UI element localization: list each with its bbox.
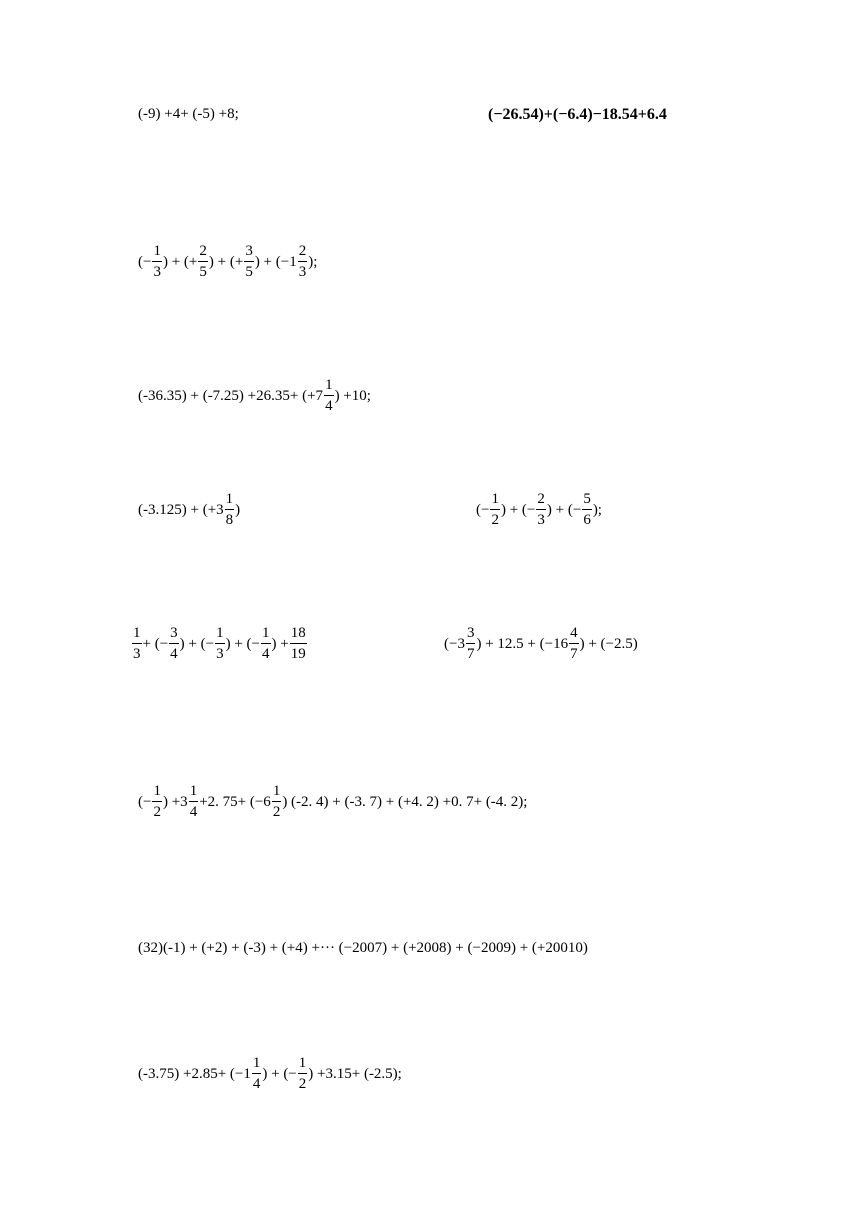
numerator: 2 — [536, 492, 546, 510]
numerator: 3 — [244, 244, 254, 262]
numerator: 1 — [261, 626, 271, 644]
problem-8-seg-2: ) + 12.5 + (−16 — [476, 635, 569, 652]
problem-6-seg-2: ) + (− — [500, 501, 536, 518]
numerator: 1 — [152, 784, 162, 802]
problem-7-fraction-2 — [169, 626, 179, 662]
problem-10-text: (32)(-1) + (+2) + (-3) + (+4) +··· (−2007) + (+2008) + (−2009) + (+20010) — [138, 940, 588, 956]
problem-7-fraction-1 — [132, 626, 142, 662]
denominator: 3 — [537, 512, 545, 528]
numerator: 1 — [324, 378, 334, 396]
denominator: 3 — [133, 646, 141, 662]
problem-8 — [444, 626, 638, 662]
problem-3-seg-1: (− — [138, 253, 152, 270]
numerator: 1 — [132, 626, 142, 644]
problem-9-fraction-3 — [272, 784, 282, 820]
numerator: 4 — [569, 626, 579, 644]
numerator: 3 — [466, 626, 476, 644]
problem-3-fraction-2 — [198, 244, 208, 280]
problem-9 — [138, 784, 527, 820]
denominator: 3 — [216, 646, 224, 662]
denominator: 2 — [491, 512, 499, 528]
problem-11 — [138, 1056, 402, 1092]
denominator: 2 — [153, 804, 161, 820]
numerator: 5 — [582, 492, 592, 510]
problem-4 — [138, 378, 371, 414]
problem-5-fraction-1 — [225, 492, 235, 528]
problem-9-seg-4: ) (-2. 4) + (-3. 7) + (+4. 2) +0. 7+ (-4. 2); — [282, 793, 528, 810]
denominator: 3 — [298, 264, 307, 280]
problem-5 — [138, 492, 240, 528]
problem-3-seg-5: ); — [308, 253, 318, 270]
problem-7-seg-1: + (− — [142, 635, 169, 652]
denominator: 3 — [153, 264, 161, 280]
numerator: 1 — [490, 492, 500, 510]
problem-10 — [138, 941, 588, 956]
problem-9-seg-2: ) +3 — [162, 793, 188, 810]
denominator: 6 — [583, 512, 591, 528]
problem-11-seg-2: ) + (− — [262, 1065, 297, 1082]
problem-3-fraction-3 — [244, 244, 254, 280]
numerator: 1 — [189, 784, 199, 802]
problem-8-seg-1: (−3 — [444, 635, 465, 652]
problem-4-fraction-1 — [324, 378, 334, 414]
numerator: 3 — [169, 626, 179, 644]
problem-7-seg-2: ) + (− — [179, 635, 215, 652]
problem-6-fraction-1 — [490, 492, 500, 528]
problem-7-fraction-5 — [290, 626, 307, 662]
numerator: 1 — [252, 1056, 262, 1074]
problem-6-seg-4: ); — [592, 501, 602, 518]
numerator: 1 — [272, 784, 282, 802]
problem-7-fraction-3 — [215, 626, 225, 662]
problem-6-fraction-3 — [582, 492, 592, 528]
problem-4-seg-1: (-36.35) + (-7.25) +26.35+ (+7 — [138, 387, 324, 404]
problem-8-seg-3: ) + (−2.5) — [579, 635, 638, 652]
problem-8-fraction-2 — [569, 626, 579, 662]
problem-11-seg-3: ) +3.15+ (-2.5); — [308, 1065, 402, 1082]
numerator: 2 — [298, 244, 308, 262]
problem-5-seg-2: ) — [235, 501, 241, 518]
problem-7-seg-4: ) + — [271, 635, 289, 652]
problem-9-seg-3: +2. 75+ (−6 — [199, 793, 271, 810]
denominator: 2 — [272, 804, 281, 820]
denominator: 4 — [170, 646, 178, 662]
denominator: 7 — [466, 646, 475, 662]
problem-11-seg-1: (-3.75) +2.85+ (−1 — [138, 1065, 251, 1082]
problem-7-fraction-4 — [261, 626, 271, 662]
problem-2-text: (−26.54)+(−6.4)−18.54+6.4 — [488, 106, 667, 123]
numerator: 2 — [198, 244, 208, 262]
problem-11-fraction-2 — [298, 1056, 308, 1092]
denominator: 4 — [189, 804, 198, 820]
numerator: 1 — [298, 1056, 308, 1074]
problem-6-seg-1: (− — [476, 501, 490, 518]
problem-3-fraction-4 — [298, 244, 308, 280]
denominator: 8 — [225, 512, 234, 528]
denominator: 2 — [298, 1076, 307, 1092]
denominator: 19 — [290, 646, 306, 662]
problem-7-seg-3: ) + (− — [225, 635, 261, 652]
denominator: 5 — [199, 264, 207, 280]
problem-3-seg-2: ) + (+ — [162, 253, 198, 270]
denominator: 4 — [252, 1076, 261, 1092]
problem-1 — [138, 107, 239, 122]
numerator: 1 — [215, 626, 225, 644]
numerator: 18 — [290, 626, 307, 644]
problem-6-fraction-2 — [536, 492, 546, 528]
numerator: 1 — [152, 244, 162, 262]
problem-8-fraction-1 — [466, 626, 476, 662]
denominator: 4 — [325, 398, 333, 414]
denominator: 7 — [570, 646, 578, 662]
problem-1-text: (-9) +4+ (-5) +8; — [138, 106, 239, 122]
problem-3 — [138, 244, 317, 280]
denominator: 5 — [245, 264, 253, 280]
problem-4-seg-2: ) +10; — [334, 387, 371, 404]
problem-9-fraction-1 — [152, 784, 162, 820]
problem-3-seg-3: ) + (+ — [208, 253, 244, 270]
problem-5-seg-1: (-3.125) + (+3 — [138, 501, 224, 518]
denominator: 4 — [262, 646, 270, 662]
problem-2 — [488, 107, 667, 123]
problem-6 — [476, 492, 602, 528]
problem-3-fraction-1 — [152, 244, 162, 280]
numerator: 1 — [225, 492, 235, 510]
problem-3-seg-4: ) + (−1 — [254, 253, 297, 270]
problem-9-fraction-2 — [189, 784, 199, 820]
problem-7 — [131, 626, 308, 662]
problem-9-seg-1: (− — [138, 793, 152, 810]
problem-11-fraction-1 — [252, 1056, 262, 1092]
problem-6-seg-3: ) + (− — [546, 501, 582, 518]
